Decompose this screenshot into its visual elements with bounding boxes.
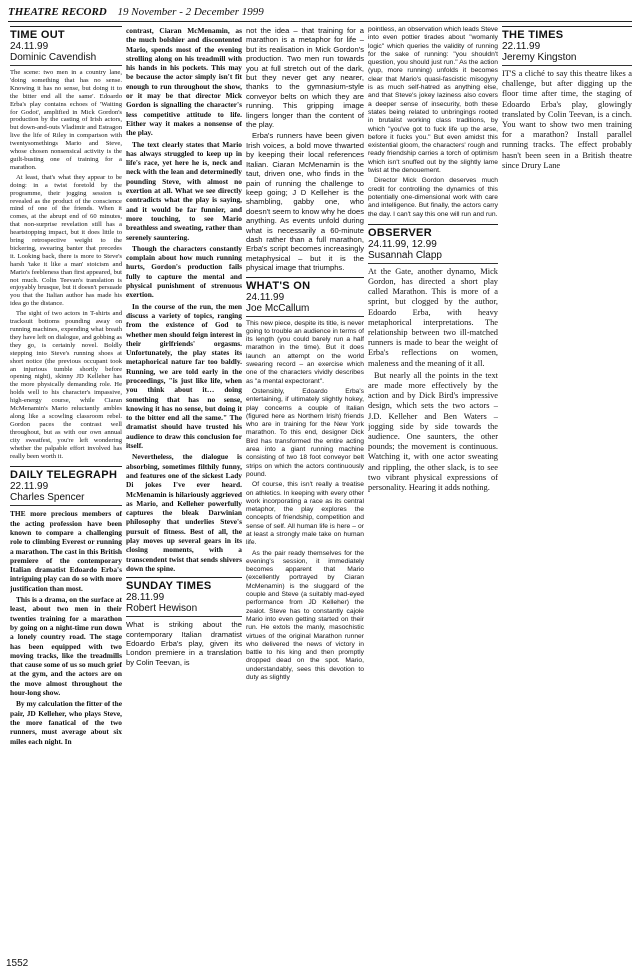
review-header: [368, 224, 498, 264]
review-sunday-times: [126, 577, 242, 667]
critic-name: Dominic Cavendish: [10, 52, 122, 66]
paragraph: By my calculation the fitter of the pair, JD Kelleher, who plays Steve, the more fanatical of the two runners, must average about six miles each night. In: [10, 699, 122, 746]
paragraph: This new piece, despite its title, is never going to trouble an audience in terms of its length (you could barely run a half marathon in the time). But it does launch an attempt on the world swearing record – an exercise which one of the characters vividly describes as "a mental expectorant".: [246, 319, 364, 385]
review-body: [10, 509, 122, 745]
column-3: [246, 26, 364, 951]
paragraph: pointless, an observation which leads Steve into even pottier tirades about "womanly logic" which queries the validity of running for the sake of running: "you shouldn't question, you should just run." As the action (yup, more running) unfolds it becomes clear that Mario's quasi-fascistic misogyny is as much self-hatred as anything else, and that Steve's jokey laziness also covers a deeper sense of insecurity, both these states being related to unbringings rooted in brutalist working class traditions, by which "you've got to fuck life up the arse, before it fucks you." But even amidst this existential gloom, the characters' rough and ready friendship carries a torch of optimism which isn't snuffed out by the slightly lame twist at the denouement.: [368, 26, 498, 175]
running-head: [8, 4, 632, 22]
paragraph: The scene: two men in a country lane, 'doing something that has no sense. Knowing it has no sense, but doing it to the bitter end all the same'. Edoardo Erba's play contains echoes of 'Waiting for Godot', amplified in Mick Gordon's production by the casting of Irish actors, but down-and-outs Vladimir and Estragon live the life of Riley in comparison with twentysomethings Mario and Steve, whose chosen nonsensical activity is the guilt-busting one of training for a marathon.: [10, 69, 122, 171]
paragraph: At the Gate, another dynamo, Mick Gordon, has directed a short play called Marathon. This is more of a sprint, but clogged by the author, Edoardo Erba, with heavy metaphorical interpretations. The relationship between two ill-matched runners is made to bear the weight of Erba's reflections on women, maleness and the meaning of it all.: [368, 266, 498, 368]
issue-dates: 19 November - 2 December 1999: [117, 6, 264, 18]
paragraph: Though the characters constantly complain about how much running hurts, Gordon's production fails fully to capture the mental and physical punishment of strenuous exertion.: [126, 243, 242, 300]
paragraph: Of course, this isn't really a treatise on athletics. In keeping with every other work incorporating a race as its central metaphor, the play explores the concepts of friendship, competition and sense of self. All human life is here – or at least a strongly male take on human life.: [246, 481, 364, 547]
paragraph: contrast, Ciaran McMenamin, as the much bolshier and discontented Mario, spends most of the evening strolling along on his treadmill with his hands in his pockets. This may be because the actor simply isn't fit enough to run throughout the show, or it may be that director Mick Gordon is signalling the character's less competitive attitude to life. Either way it makes a nonsense of the play.: [126, 26, 242, 138]
review-the-times: [502, 26, 632, 171]
paragraph: This is a drama, on the surface at least, about two men in their twenties training for a marathon by going on a night-time run down a lonely country road. The stage has been equipped with two moving tracks, like the treadmills that cause some of us so much grief at the gym, and the actors are on the move almost throughout the hour-long show.: [10, 595, 122, 698]
critic-name: Robert Hewison: [126, 603, 242, 617]
review-whats-on: [246, 277, 364, 683]
review-body-continued: [246, 26, 364, 273]
paragraph: not the idea – that training for a marathon is a metaphor for life – but its realisation in Mick Gordon's production. Two men run towards you at full stretch out of the dark, but they never get any nearer, thanks to the gymnasium-style conveyor belts on which they are running. This gripping image lingers longer than the content of the play.: [246, 26, 364, 130]
publication-name: THEATRE RECORD: [8, 6, 107, 18]
review-observer: [368, 224, 498, 493]
paragraph: In the course of the run, the men discuss a variety of topics, ranging from the existence of God to whether men should feign interest in their girlfriends' orgasms. Unfortunately, the play states its metaphorical nature far too baldly. Running, we are told early in the proceedings, "is just like life, when you think about it… doing something that has no sense, knowing it has no sense, but doing it to the bitter end all the same." The dramatist should have trusted his audience to draw this conclusion for itself.: [126, 301, 242, 451]
review-header: [10, 26, 122, 66]
paragraph: Nevertheless, the dialogue is absorbing, sometimes filthily funny, and features one of the sickest Lady Di jokes I've ever heard. McMenamin is hilariously aggrieved as Mario, and Kelleher powerfully captures the bleak Darwinian philosophy that underlies Steve's pursuit of fitness. Best of all, the play moves up several gears in its closing moments, with a transcendent twist that sends shivers down the spine.: [126, 452, 242, 573]
review-body: [502, 69, 632, 171]
review-header: [246, 277, 364, 317]
review-date: 24.11.99: [246, 291, 285, 303]
paragraph: The text clearly states that Mario has always struggled to keep up in life's race, yet here he is, neck and neck with the lean and determinedly pounding Steve, with almost no exertion at all. What we see directly contradicts what the play is saying, and it would be far funnier, and more touching, to see Mario breathless and sweating, rather than serenely sauntering.: [126, 139, 242, 242]
paragraph: Ostensibly, Edoardo Erba's entertaining, if ultimately slightly hokey, play concerns a couple of Italian (figured here as Northern Irish) friends who are in training for the New York marathon. To this end, designer Dick Bird has transformed the entire acting area into a giant running machine consisting of two 18 foot conveyor belt strips on which the actors continuously pound.: [246, 387, 364, 478]
review-header: [502, 26, 632, 66]
paper-name: TIME OUT: [10, 29, 65, 41]
review-body: [368, 267, 498, 493]
paragraph: As the pair ready themselves for the evening's session, it immediately becomes apparent that Mario (excellently portrayed by Ciaran McMenamin) is the sluggard of the couple and Steve (a suitably mad-eyed performance from JD Kelleher) the zealot. Steve has to constantly cajole Mario into even getting started on their run. He extols the manly, masochistic virtues of the original Marathon runner who delivered the news of victory in battle to his king and then promptly dropped dead on the spot. Mario, understandably, sees this devotion to duty as slightly: [246, 549, 364, 682]
critic-name: Charles Spencer: [10, 492, 122, 506]
review-daily-telegraph: [10, 466, 122, 745]
review-date: 24.11.99: [10, 41, 49, 52]
review-header: [126, 577, 242, 617]
paper-name: WHAT'S ON: [246, 279, 311, 292]
review-body: [10, 69, 122, 460]
column-2: [126, 26, 242, 951]
column-5: [502, 26, 632, 951]
column-1: [10, 26, 122, 951]
paragraph: Director Mick Gordon deserves much credit for controlling the dynamics of this potentially one-dimensional work with care and intelligence. But finally, the actors carry the day. I can't say this one will run and run.: [368, 177, 498, 218]
review-header: [10, 466, 122, 506]
paragraph: At least, that's what they appear to be doing: in a twist foretold by the programme, their jogging session is revealed as the product of the conscience mind of one of the friends. When it comes, at the abrupt end of 60 minutes, that non-surprise revelation still has a heartstopping impact, but it does little to bring retrospective weight to the bickering, swearing banter that precedes it. Looking back, there is more to Steve's harsh 'take it like a man' stoicism and Mario's feebleness than first appeared, but not much. Colin Teevan's translation is enjoyably brusque, but it doesn't persuade you that the Italian author has made his idea go the distance.: [10, 173, 122, 308]
review-date: 22.11.99: [502, 41, 541, 52]
paper-name: DAILY TELEGRAPH: [10, 469, 118, 482]
page-number: 1552: [6, 958, 29, 969]
paper-name: OBSERVER: [368, 226, 432, 239]
column-4: [368, 26, 498, 951]
paper-name: THE TIMES: [502, 29, 564, 41]
review-body: [246, 320, 364, 683]
paragraph: What is striking about the contemporary Italian dramatist Edoardo Erba's play, given its London premiere in a translation by Colin Teevan, is: [126, 620, 242, 667]
paragraph: But nearly all the points in the text are made more effectively by the action and by Dick Bird's impressive design, which sets the two actors – J.D. Kelleher and Ben Waters – jogging side by side towards the audience. One saunters, the other pounds; the movement is continuous. Watching it, with one actor sweating and rippling, the other slack, is to see two vibrant physical expressions of personality. Hearing it adds nothing.: [368, 370, 498, 493]
paper-name: SUNDAY TIMES: [126, 580, 212, 593]
review-body-continued: [368, 26, 498, 219]
review-date: 22.11.99: [10, 481, 49, 493]
paragraph: THE more precious members of the acting profession have been known to compare a challenging role to climbing Everest or running a marathon. The cast in this British premiere of the contemporary Italian dramatist Edoardo Erba's intriguing play can do so with more justification than most.: [10, 509, 122, 593]
paragraph: Erba's runners have been given Irish voices, a bold move thwarted by keeping their local references Italian. Ciaran McMenamin is the taut, driven one, who finds in the pain of running the challenge to keep going; J D Kelleher is the shambling, gabby one, who doesn't seem to know why he does anything. As events unfold during what is necessarily a 60-minute dash rather than a full marathon, Erba's script becomes increasingly metaphysical – but it is the physical image that triumphs.: [246, 131, 364, 273]
paragraph: The sight of two actors in T-shirts and tracksuit bottoms pounding away on running machines, expending what breath they have left on dialogue, and gobbing as they go, is certainly novel. Boldly stepping into Steve's running shoes at short notice (the previous occupant took an injurious tumble shortly before opening night), skinny JD Kelleher has the more physically demanding role. He holds well to his character's impassive, high-energy course, while Ciaran McMenamin's Mario reluctantly ambles along like a scowling classroom rebel. Gordon paces the contrast well throughout, but as with our own annual city sweatfest, you're left wondering whether the palpable effort involved has really been worth it.: [10, 310, 122, 460]
review-body-continued: [126, 26, 242, 573]
critic-name: Jeremy Kingston: [502, 52, 632, 66]
review-time-out: [10, 26, 122, 460]
critic-name: Joe McCallum: [246, 303, 364, 317]
review-date: 24.11.99, 12.99: [368, 238, 437, 250]
paragraph: IT'S a cliché to say this theatre likes a challenge, but after digging up the floor time after time, the staging of Edoardo Erba's play, glowingly translated by Colin Teevan, is a cinch. You want to show two men training for a marathon? Install parallel running tracks. The effect probably hasn't been seen in a British theatre since Drury Lane: [502, 69, 632, 170]
review-body: [126, 620, 242, 667]
review-date: 28.11.99: [126, 592, 165, 604]
critic-name: Susannah Clapp: [368, 250, 498, 264]
